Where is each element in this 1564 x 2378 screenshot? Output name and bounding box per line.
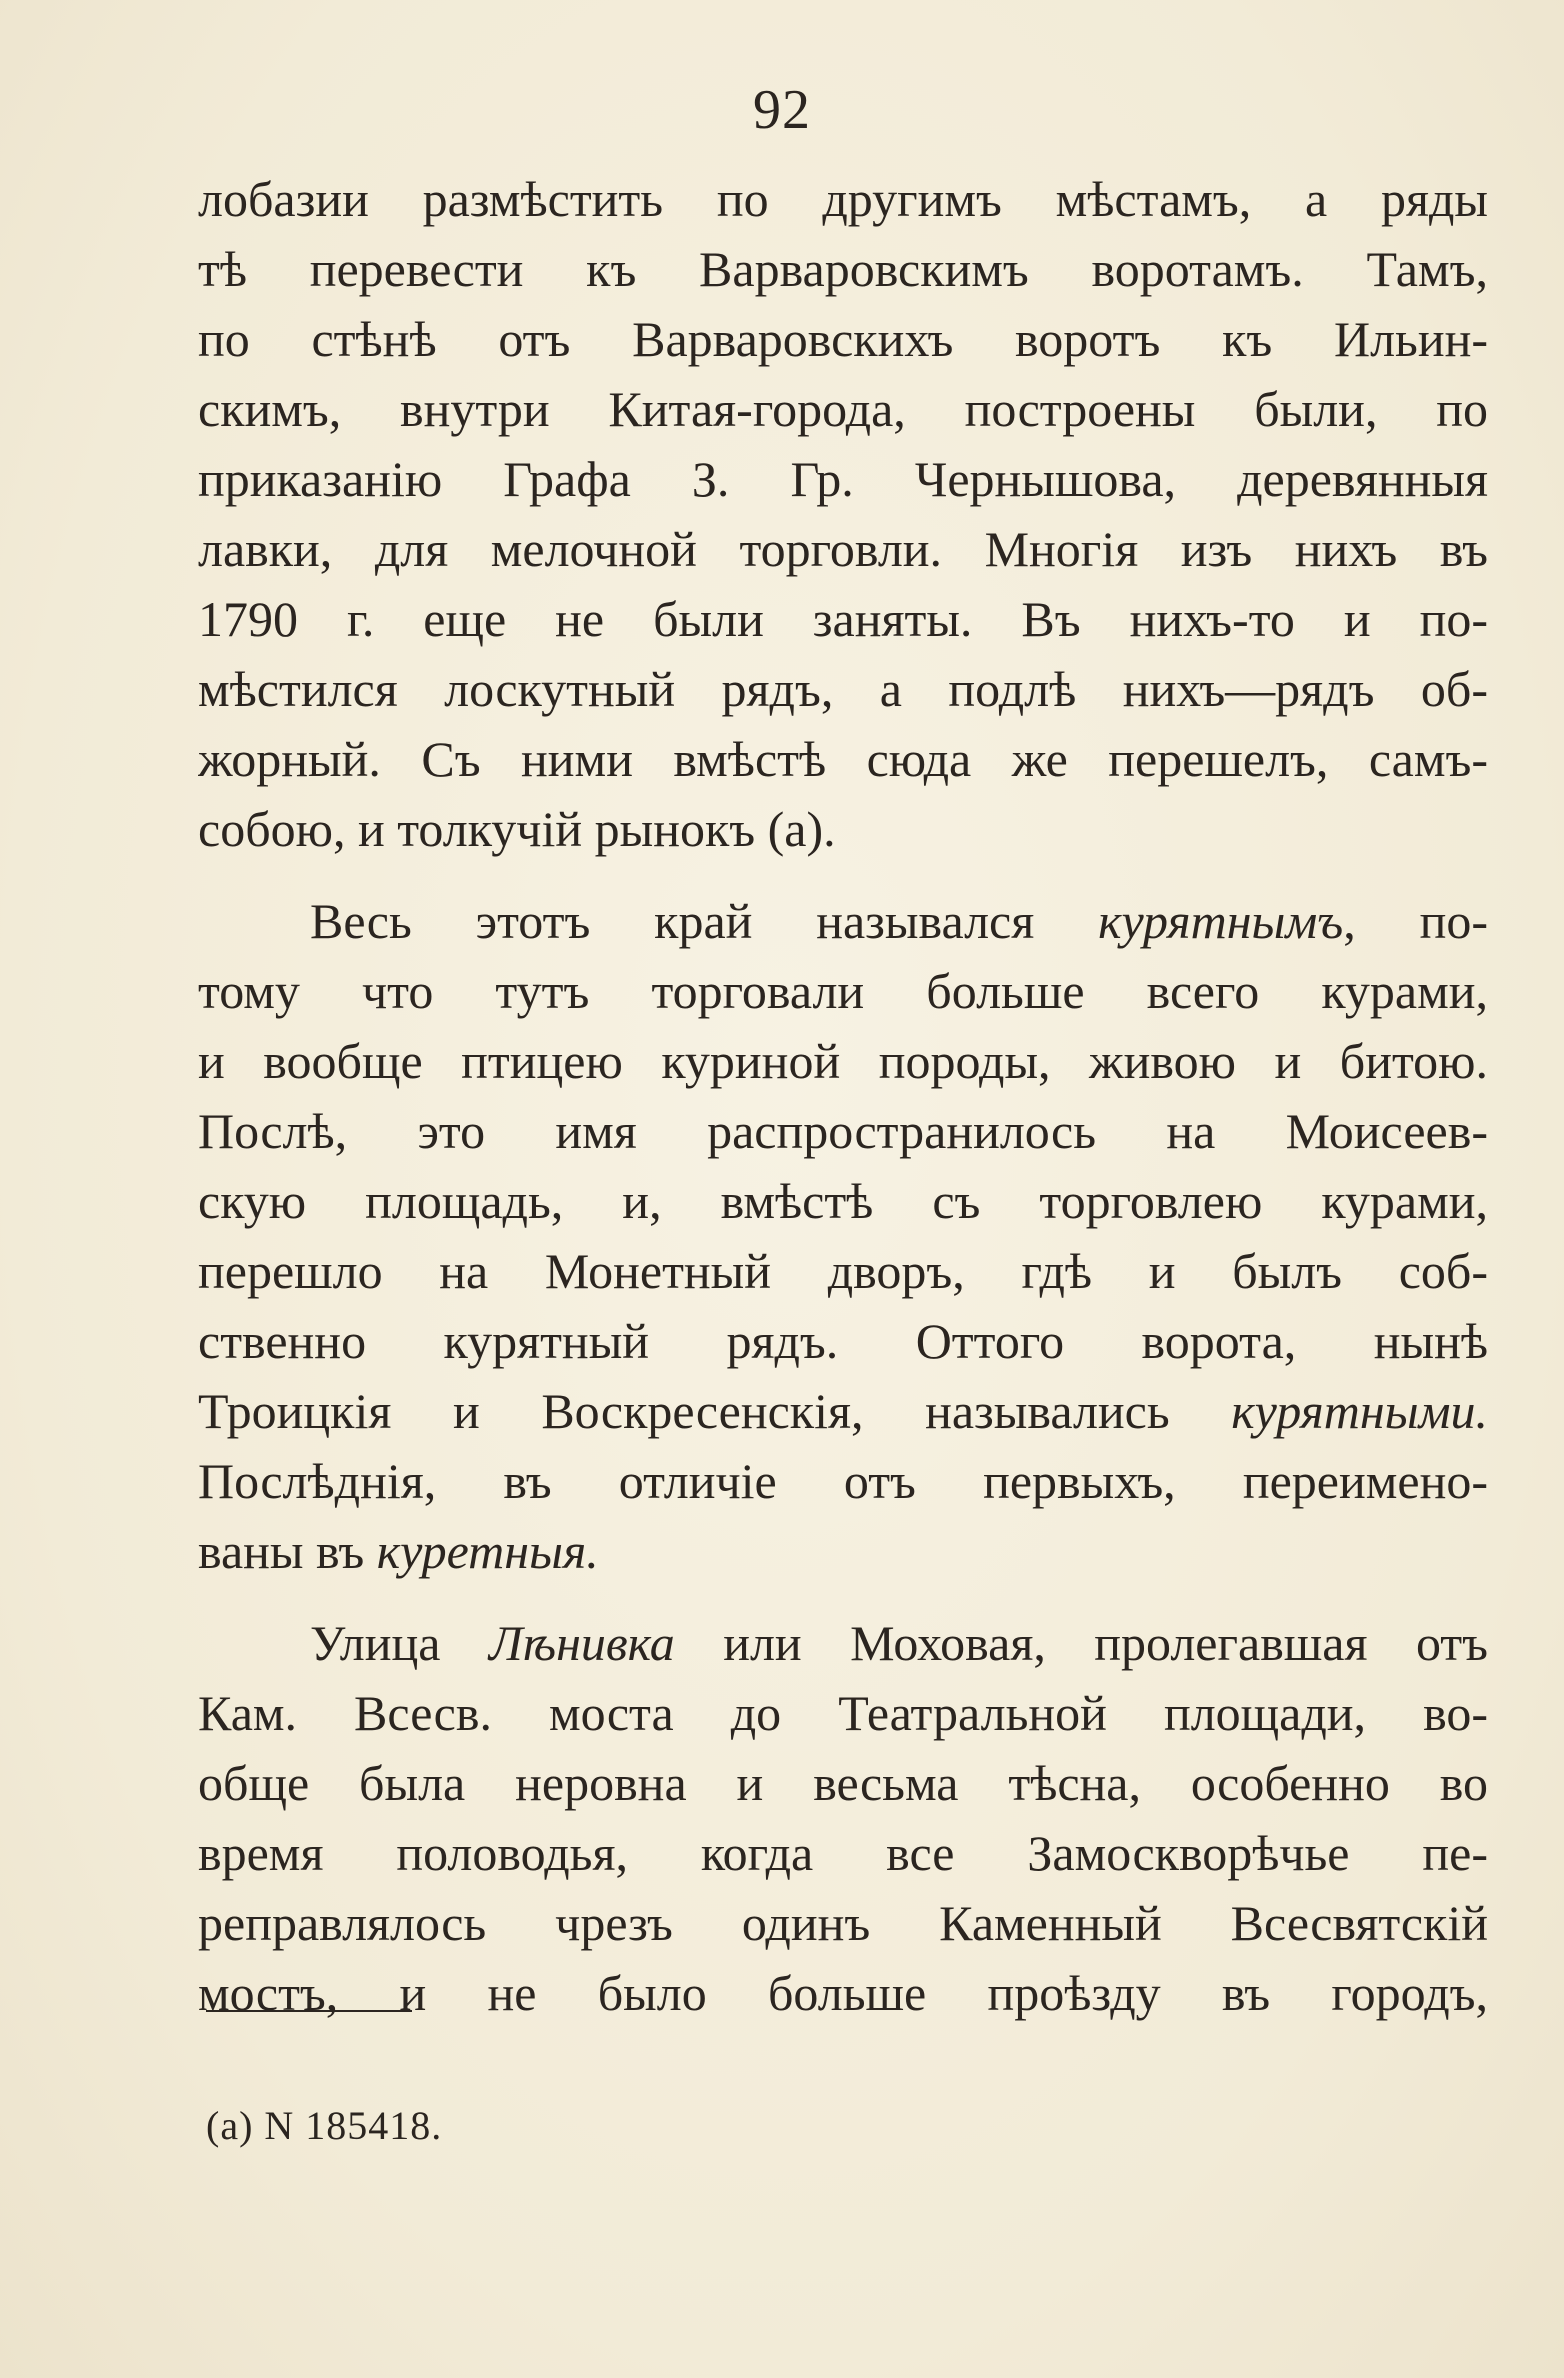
text-line: скимъ, внутри Китая-города, построены были, по	[198, 381, 1488, 437]
text-line: Послѣ, это имя распространилось на Моисеев-	[198, 1103, 1488, 1159]
text-run: Весь этотъ край назывался	[310, 893, 1099, 949]
text-run: , по-	[1343, 893, 1488, 949]
text-line: приказанію Графа З. Гр. Чернышова, деревянныя	[198, 451, 1488, 507]
text-line: тѣ перевести къ Варваровскимъ воротамъ. Тамъ,	[198, 241, 1488, 297]
paragraph-2	[198, 886, 1488, 1586]
text-line: мостъ, и не было больше проѣзду въ городъ,	[198, 1965, 1488, 2021]
footnote: (а) N 185418.	[206, 2103, 443, 2148]
paragraph-1	[198, 164, 1488, 864]
italic-term: курятнымъ	[1098, 893, 1344, 949]
footnote-divider	[206, 2010, 412, 2012]
italic-term: куретныя.	[376, 1523, 599, 1579]
text-line: время половодья, когда все Замоскворѣчье пе-	[198, 1825, 1488, 1881]
text-line: перешло на Монетный дворъ, гдѣ и былъ соб-	[198, 1243, 1488, 1299]
text-line: обще была неровна и весьма тѣсна, особенно во	[198, 1755, 1488, 1811]
text-line	[198, 1376, 1488, 1446]
text-line: собою, и толкучій рынокъ (а).	[198, 801, 836, 857]
text-line: скую площадь, и, вмѣстѣ съ торговлею курами,	[198, 1173, 1488, 1229]
text-line: ственно курятный рядъ. Оттого ворота, нынѣ	[198, 1313, 1488, 1369]
text-line: по стѣнѣ отъ Варваровскихъ воротъ къ Ильин-	[198, 311, 1488, 367]
text-run: или Моховая, пролегавшая отъ	[674, 1615, 1488, 1671]
text-line: и вообще птицею куриной породы, живою и битою.	[198, 1033, 1488, 1089]
text-line: Кам. Всесв. моста до Театральной площади, во-	[198, 1685, 1488, 1741]
italic-term: курятными.	[1231, 1383, 1488, 1439]
text-line: мѣстился лоскутный рядъ, а подлѣ нихъ—рядъ об-	[198, 661, 1488, 717]
text-line: лобазии размѣстить по другимъ мѣстамъ, а ряды	[198, 171, 1488, 227]
text-line	[198, 1608, 1488, 1678]
text-run: Улица	[310, 1615, 489, 1671]
paragraph-3	[198, 1608, 1488, 2028]
text-line: лавки, для мелочной торговли. Многія изъ нихъ въ	[198, 521, 1488, 577]
text-line: 1790 г. еще не были заняты. Въ нихъ-то и по-	[198, 591, 1488, 647]
text-line: Послѣднія, въ отличіе отъ первыхъ, переимено-	[198, 1453, 1488, 1509]
text-line: жорный. Съ ними вмѣстѣ сюда же перешелъ, самъ-	[198, 731, 1488, 787]
text-line	[198, 886, 1488, 956]
italic-term: Лѣнивка	[488, 1615, 675, 1671]
page-number: 92	[753, 79, 811, 141]
text-line	[198, 1516, 1488, 1586]
text-line: тому что тутъ торговали больше всего курами,	[198, 963, 1488, 1019]
text-run: Троицкія и Воскресенскія, назывались	[198, 1383, 1232, 1439]
text-line: реправлялось чрезъ одинъ Каменный Всесвятскій	[198, 1895, 1488, 1951]
text-run: ваны въ	[198, 1523, 377, 1579]
